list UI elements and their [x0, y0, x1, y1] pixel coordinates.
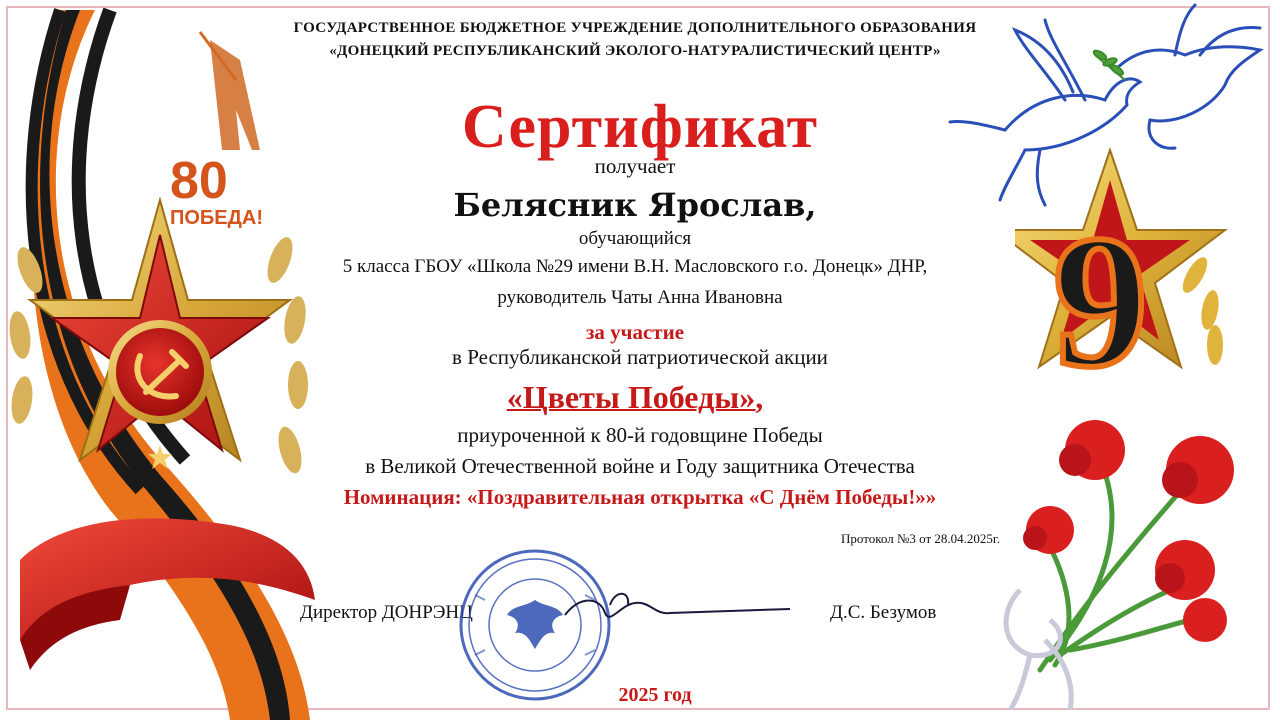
organization-line-1: ГОСУДАРСТВЕННОЕ БЮДЖЕТНОЕ УЧРЕЖДЕНИЕ ДОПОЛНИТЕЛЬНОГО ОБРАЗОВАНИЯ: [293, 20, 977, 36]
director-label: Директор ДОНРЭНЦ: [300, 602, 473, 623]
for-participation: за участие: [585, 320, 685, 344]
recipient-school: 5 класса ГБОУ «Школа №29 имени В.Н. Масловского г.о. Донецк» ДНР,: [342, 256, 928, 277]
director-name: Д.С. Безумов: [830, 602, 937, 623]
certificate-year: 2025 год: [618, 684, 692, 706]
protocol-note: Протокол №3 от 28.04.2025г.: [841, 531, 1000, 546]
may9-digit: 9: [1053, 197, 1148, 385]
nomination: Номинация: «Поздравительная открытка «С Днём Победы!»»: [343, 485, 937, 509]
receives-label: получает: [594, 154, 676, 178]
emblem-caption: ПОБЕДА!: [170, 207, 263, 229]
dedication-line-1: приуроченной к 80-й годовщине Победы: [457, 423, 823, 447]
dedication-line-2: в Великой Отечественной войне и Году защитника Отечества: [365, 454, 915, 478]
eagle-emblem-icon: [507, 600, 563, 649]
recipient-role: обучающийся: [578, 228, 692, 249]
organization-line-2: «ДОНЕЦКИЙ РЕСПУБЛИКАНСКИЙ ЭКОЛОГО-НАТУРАЛИСТИЧЕСКИЙ ЦЕНТР»: [329, 43, 941, 59]
director-signature: [560, 585, 800, 635]
dove-icon: [1115, 5, 1260, 148]
recipient-name: Белясник Ярослав,: [453, 186, 817, 224]
emblem-number: 80: [170, 152, 228, 210]
certificate-title: Сертификат: [461, 93, 819, 161]
supervisor: руководитель Чаты Анна Ивановна: [497, 287, 783, 308]
laurel-branch: [1178, 254, 1223, 365]
left-decoration: [0, 0, 340, 720]
event-name: «Цветы Победы»,: [506, 379, 764, 415]
event-intro: в Республиканской патриотической акции: [452, 345, 828, 369]
